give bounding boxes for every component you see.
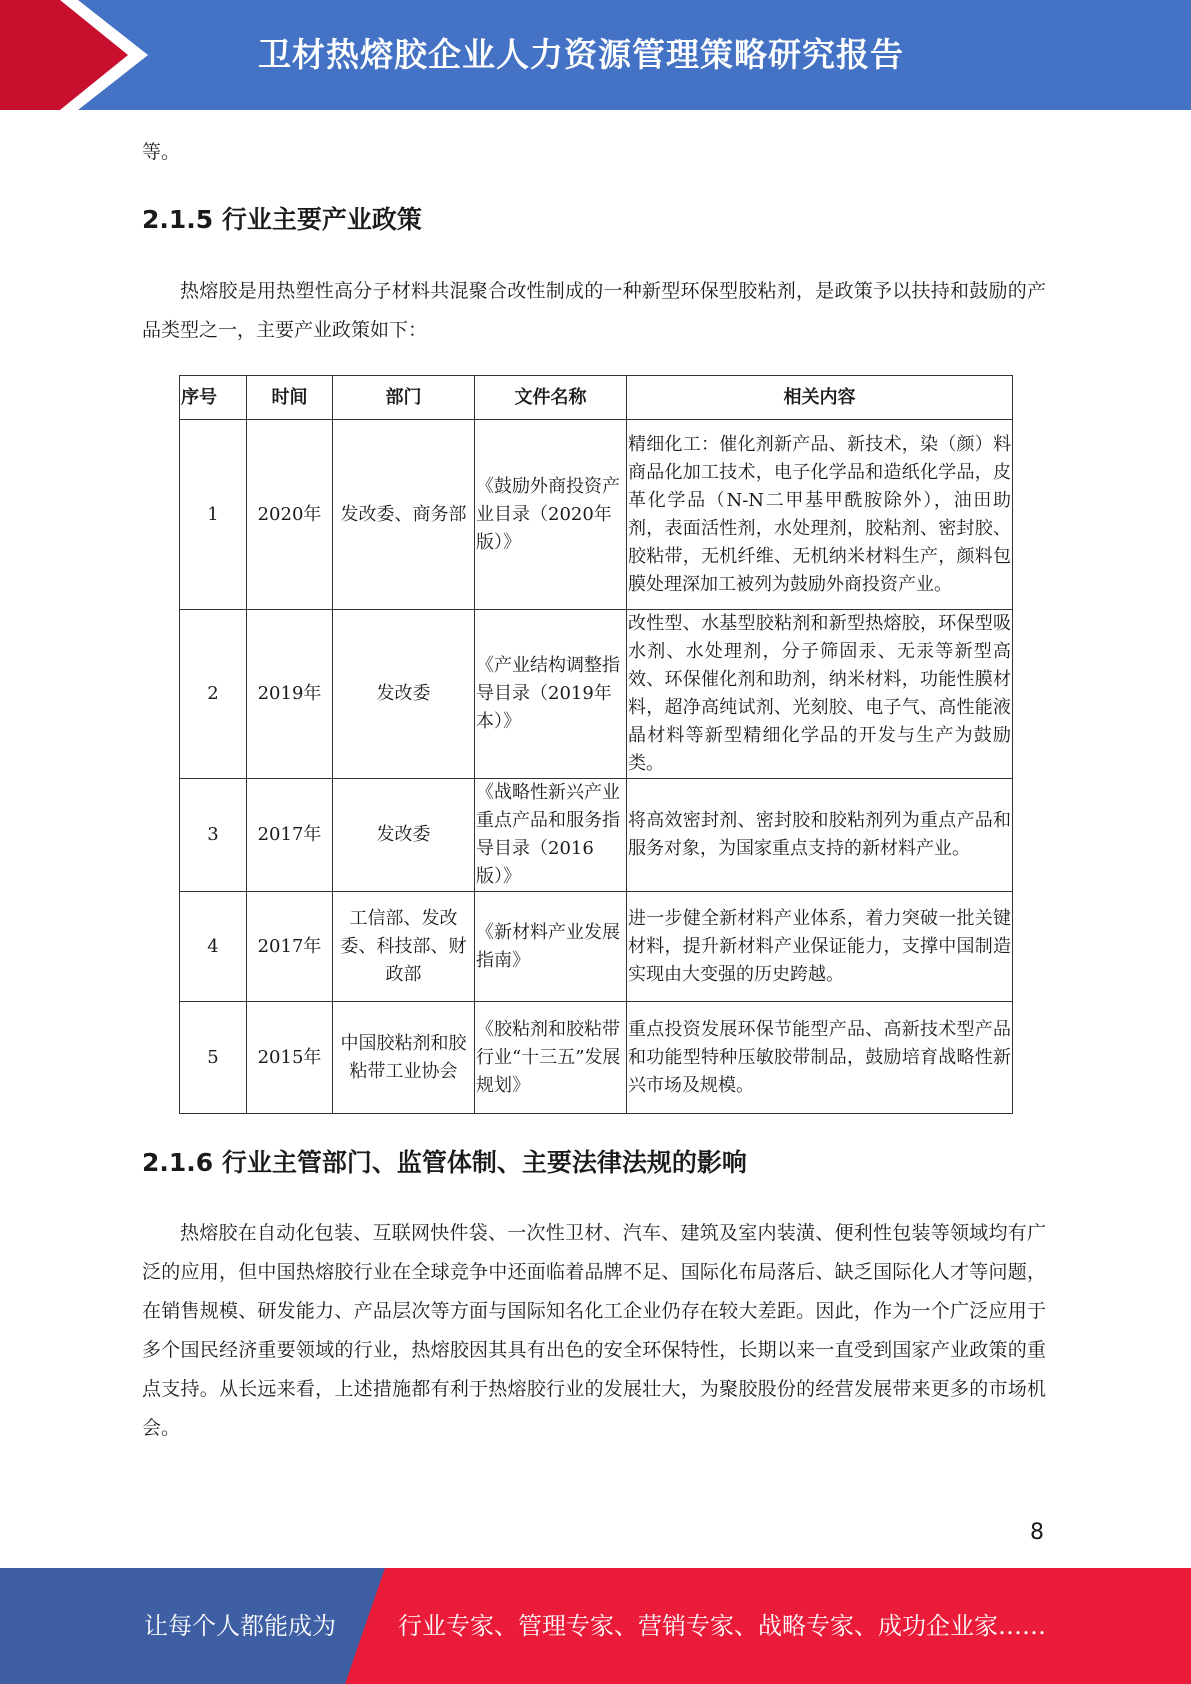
section-heading-2-1-5: 2.1.5 行业主要产业政策 — [142, 205, 422, 234]
column-header-file: 文件名称 — [475, 376, 627, 420]
cell-seq: 1 — [180, 420, 247, 610]
cell-content: 进一步健全新材料产业体系，着力突破一批关键材料，提升新材料产业保证能力，支撑中国制造实现由大变强的历史跨越。 — [627, 892, 1013, 1002]
cell-seq: 3 — [180, 779, 247, 892]
cell-content: 将高效密封剂、密封胶和胶粘剂列为重点产品和服务对象，为国家重点支持的新材料产业。 — [627, 779, 1013, 892]
footer-slogan-left: 让每个人都能成为 — [144, 1612, 336, 1640]
cell-time: 2015年 — [247, 1002, 333, 1114]
page-footer — [0, 1568, 1191, 1684]
cell-dept: 工信部、发改委、科技部、财政部 — [333, 892, 475, 1002]
cell-dept: 发改委 — [333, 779, 475, 892]
cell-dept: 发改委 — [333, 610, 475, 779]
column-header-content: 相关内容 — [627, 376, 1013, 420]
page-number: 8 — [1030, 1520, 1044, 1545]
cell-seq: 5 — [180, 1002, 247, 1114]
cell-content: 改性型、水基型胶粘剂和新型热熔胶，环保型吸水剂、水处理剂，分子筛固汞、无汞等新型高效、环保催化剂和助剂，纳米材料，功能性膜材料，超净高纯试剂、光刻胶、电子气、高性能液晶材料等新型精细化学品的开发与生产为鼓励类。 — [627, 610, 1013, 779]
cell-file: 《战略性新兴产业重点产品和服务指导目录（2016版）》 — [475, 779, 627, 892]
table-row — [180, 779, 1013, 892]
cell-time: 2017年 — [247, 779, 333, 892]
cell-seq: 2 — [180, 610, 247, 779]
page-header — [0, 0, 1191, 110]
table-row — [180, 420, 1013, 610]
cell-file: 《新材料产业发展指南》 — [475, 892, 627, 1002]
cell-file: 《产业结构调整指导目录（2019年本）》 — [475, 610, 627, 779]
report-title: 卫材热熔胶企业人力资源管理策略研究报告 — [258, 35, 904, 74]
cell-time: 2017年 — [247, 892, 333, 1002]
section-heading-2-1-6: 2.1.6 行业主管部门、监管体制、主要法律法规的影响 — [142, 1148, 747, 1177]
table-row — [180, 1002, 1013, 1114]
column-header-time: 时间 — [247, 376, 333, 420]
section-paragraph-2-1-5: 热熔胶是用热塑性高分子材料共混聚合改性制成的一种新型环保型胶粘剂，是政策予以扶持和鼓励的产品类型之一，主要产业政策如下： — [142, 280, 1046, 341]
cell-content: 重点投资发展环保节能型产品、高新技术型产品和功能型特种压敏胶带制品，鼓励培育战略性新兴市场及规模。 — [627, 1002, 1013, 1114]
table-header-row — [180, 376, 1013, 420]
column-header-seq: 序号 — [180, 376, 247, 420]
cell-time: 2019年 — [247, 610, 333, 779]
footer-slogan-right: 行业专家、管理专家、营销专家、战略专家、成功企业家…… — [398, 1612, 1046, 1640]
cell-time: 2020年 — [247, 420, 333, 610]
section-paragraph-2-1-6: 热熔胶在自动化包装、互联网快件袋、一次性卫材、汽车、建筑及室内装潢、便利性包装等领域均有广泛的应用，但中国热熔胶行业在全球竞争中还面临着品牌不足、国际化布局落后、缺乏国际化人才等问题，在销售规模、研发能力、产品层次等方面与国际知名化工企业仍存在较大差距。因此，作为一个广泛应用于多个国民经济重要领域的行业，热熔胶因其具有出色的安全环保特性，长期以来一直受到国家产业政策的重点支持。从长远来看，上述措施都有利于热熔胶行业的发展壮大，为聚胶股份的经营发展带来更多的市场机会。 — [142, 1222, 1046, 1439]
continuation-text: 等。 — [142, 141, 181, 163]
cell-file: 《鼓励外商投资产业目录（2020年版）》 — [475, 420, 627, 610]
cell-seq: 4 — [180, 892, 247, 1002]
column-header-dept: 部门 — [333, 376, 475, 420]
cell-content: 精细化工：催化剂新产品、新技术，染（颜）料商品化加工技术，电子化学品和造纸化学品，皮革化学品（N-N二甲基甲酰胺除外），油田助剂，表面活性剂，水处理剂，胶粘剂、密封胶、胶粘带，无机纤维、无机纳米材料生产，颜料包膜处理深加工被列为鼓励外商投资产业。 — [627, 420, 1013, 610]
policy-table — [179, 375, 1013, 1114]
table-row — [180, 610, 1013, 779]
cell-dept: 发改委、商务部 — [333, 420, 475, 610]
header-red-arrow-decoration — [0, 0, 150, 110]
cell-dept: 中国胶粘剂和胶粘带工业协会 — [333, 1002, 475, 1114]
table-row — [180, 892, 1013, 1002]
cell-file: 《胶粘剂和胶粘带行业“十三五”发展规划》 — [475, 1002, 627, 1114]
